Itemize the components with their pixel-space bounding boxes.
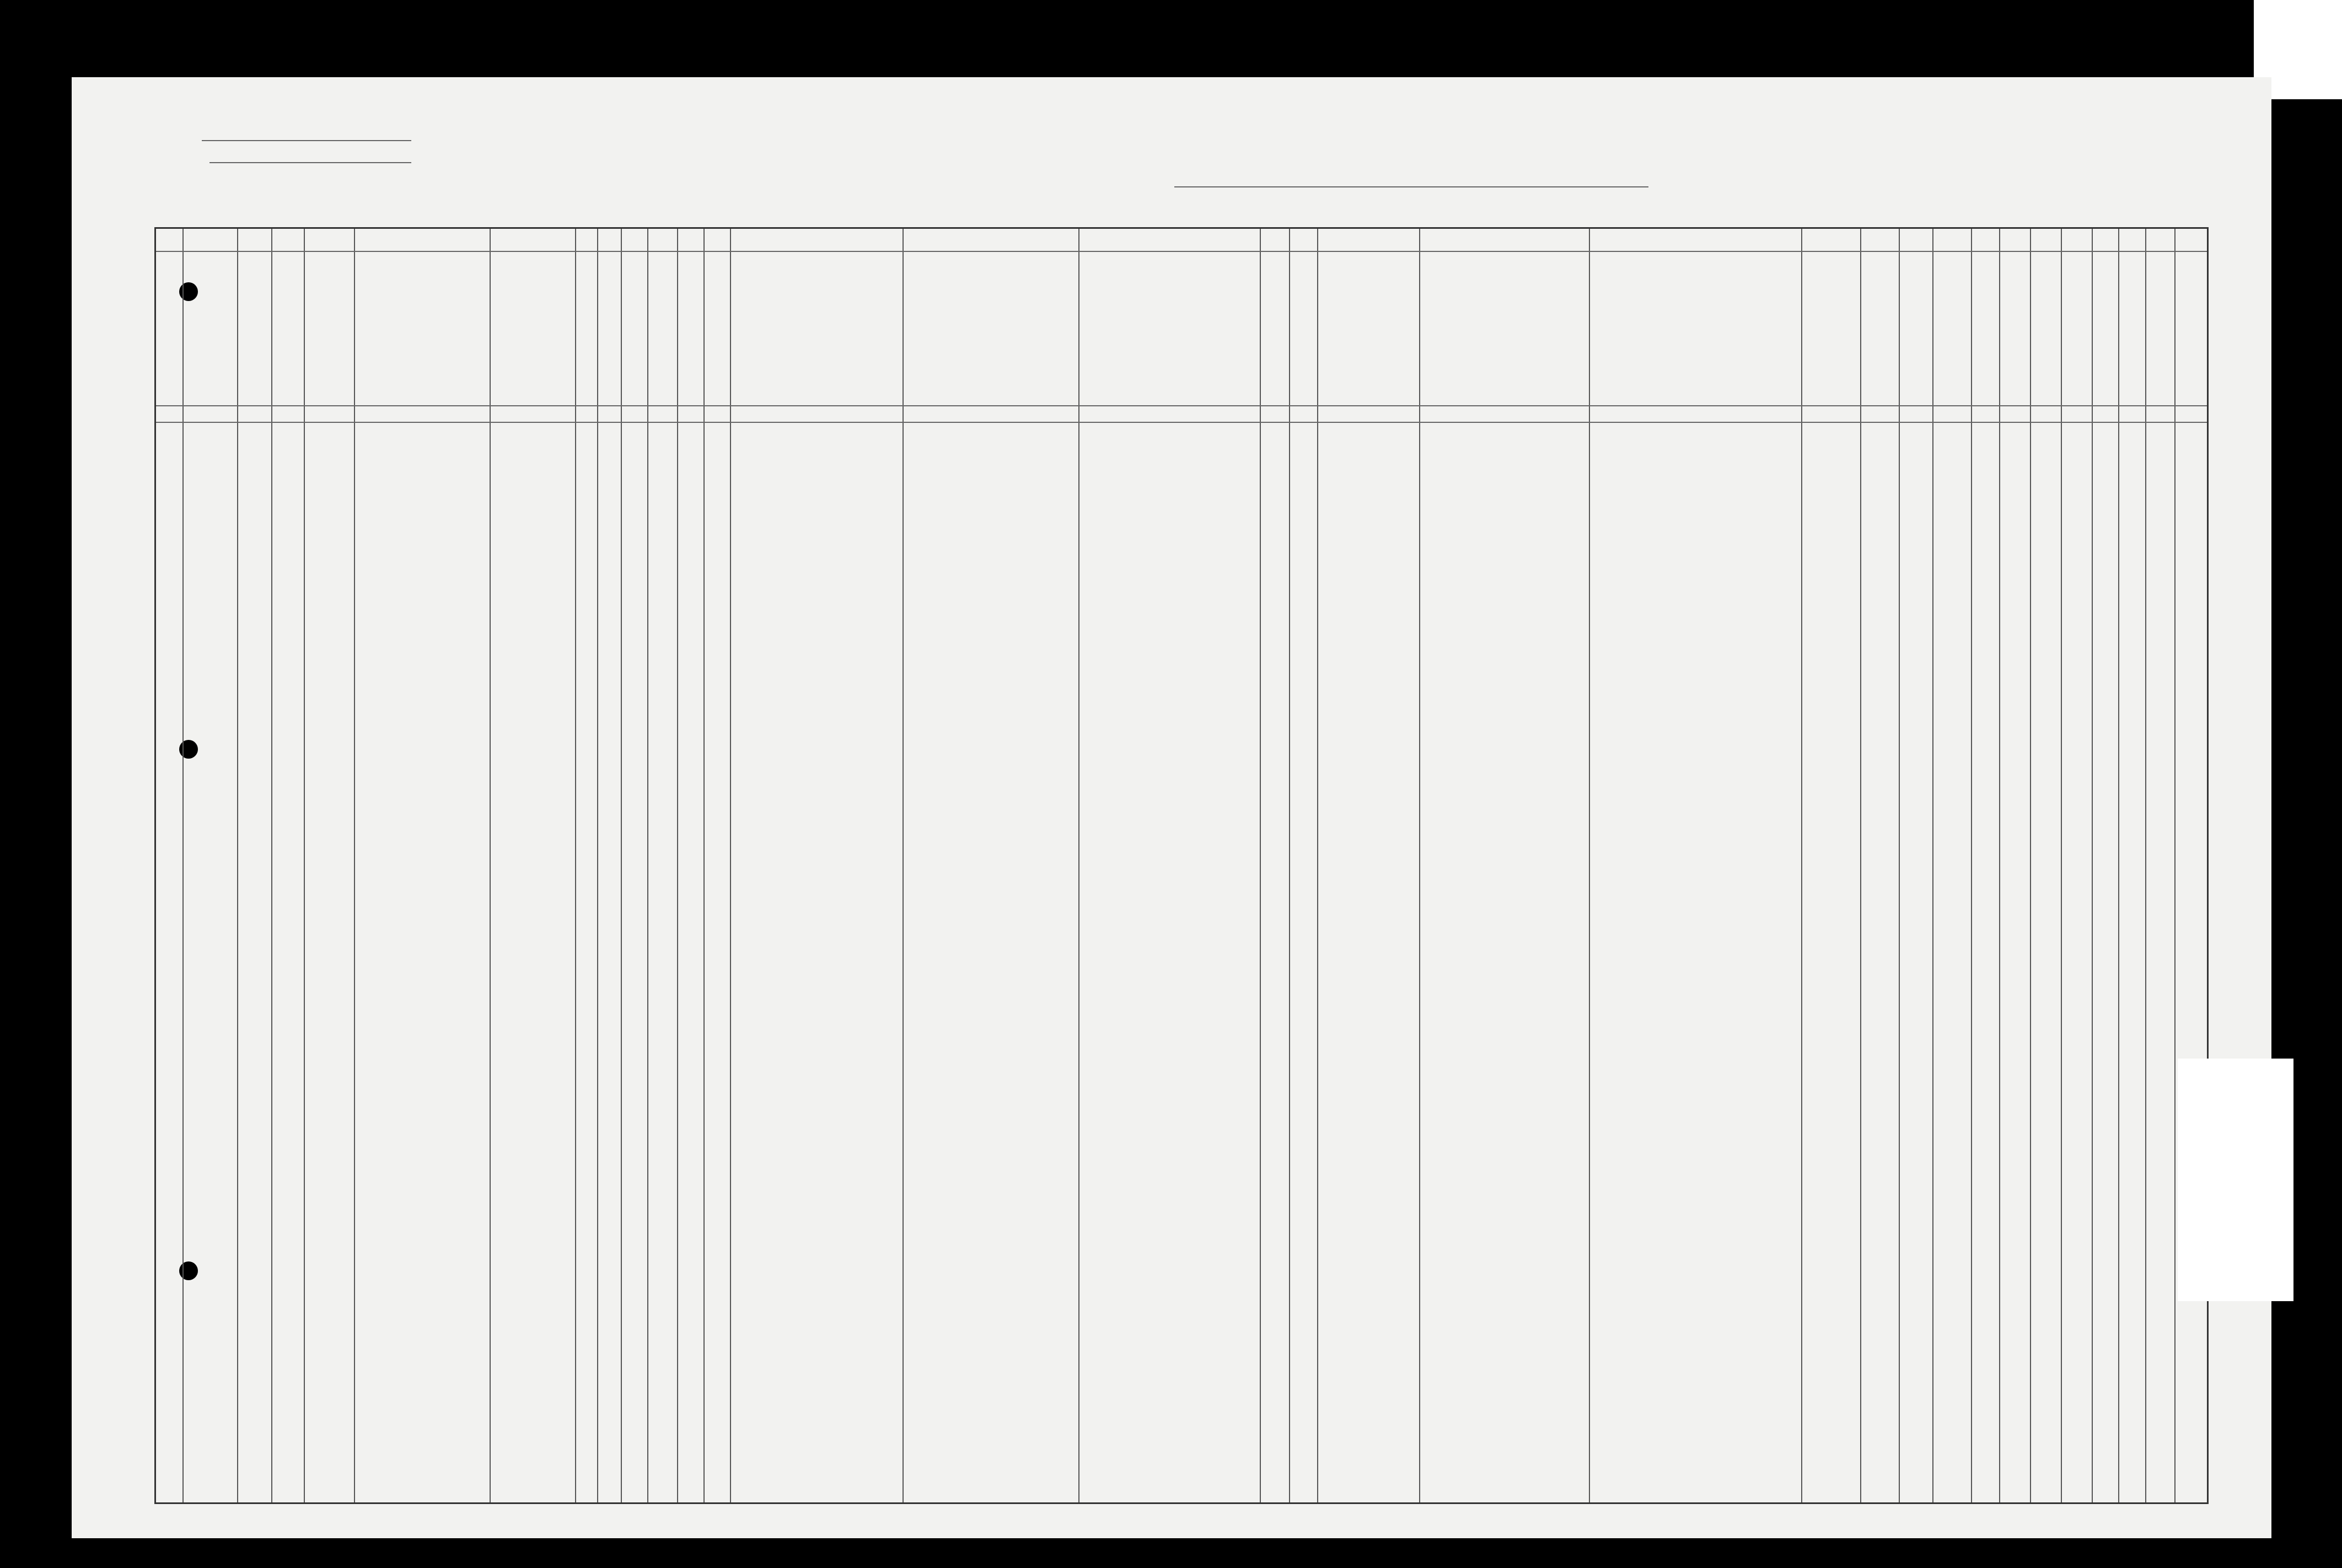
column-rule <box>237 229 238 1502</box>
column-rule <box>1289 229 1290 1502</box>
column-rule <box>354 229 355 1502</box>
column-rule <box>1317 229 1318 1502</box>
column-rule <box>1589 229 1590 1502</box>
census-table <box>154 227 2209 1504</box>
place-rule <box>1174 186 1648 187</box>
column-rule <box>1971 229 1972 1502</box>
column-rule <box>271 229 272 1502</box>
column-rule <box>2118 229 2119 1502</box>
column-rule <box>1419 229 1420 1502</box>
column-rule <box>1801 229 1802 1502</box>
column-rule <box>903 229 904 1502</box>
census-sheet <box>72 77 2271 1538</box>
column-rule <box>2174 229 2176 1502</box>
column-rule <box>677 229 678 1502</box>
column-rule <box>1860 229 1861 1502</box>
group-rule <box>156 251 2207 252</box>
column-rule <box>2061 229 2062 1502</box>
county-rule <box>210 162 411 163</box>
column-rule <box>304 229 305 1502</box>
column-rule <box>2092 229 2093 1502</box>
column-rule <box>647 229 648 1502</box>
column-rule <box>575 229 576 1502</box>
state-rule <box>202 140 411 141</box>
column-rule <box>1999 229 2000 1502</box>
column-rule <box>2145 229 2146 1502</box>
column-rule <box>597 229 598 1502</box>
column-rule <box>621 229 622 1502</box>
column-rule <box>1932 229 1933 1502</box>
column-rule <box>730 229 731 1502</box>
archive-stamp <box>2178 1059 2293 1301</box>
column-rule <box>1899 229 1900 1502</box>
column-rule <box>2030 229 2031 1502</box>
column-rule <box>1078 229 1079 1502</box>
column-rule <box>703 229 705 1502</box>
header-rule <box>156 405 2207 406</box>
number-rule <box>156 422 2207 423</box>
column-rule <box>182 229 184 1502</box>
column-rule <box>490 229 491 1502</box>
column-rule <box>1260 229 1261 1502</box>
